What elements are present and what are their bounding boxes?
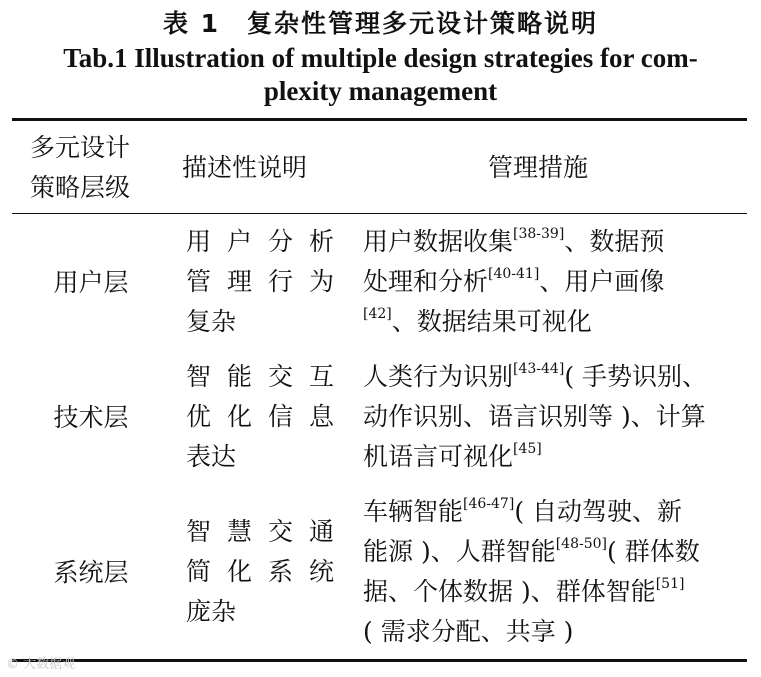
row-tech-level: 技术层	[53, 403, 129, 432]
citation: [43-44]	[513, 360, 565, 377]
header-level-line2: 策略层级	[30, 173, 131, 202]
citation: [42]	[363, 305, 392, 322]
measure-text: 能源 )、人群智能	[363, 537, 556, 566]
measure-text: 、数据结果可视化	[391, 307, 592, 336]
header-rule	[12, 213, 747, 214]
bottom-rule	[12, 659, 747, 662]
citation: [51]	[655, 575, 685, 592]
desc-line: 管理行为	[186, 267, 334, 296]
measure-text: 、用户画像	[539, 267, 665, 296]
row-system-measures	[363, 492, 735, 652]
desc-line: 庞杂	[186, 597, 237, 626]
desc-line: 智能交互	[186, 362, 334, 391]
citation: [46-47]	[463, 495, 515, 512]
row-user-description	[186, 222, 334, 342]
measure-text: 据、个体数据 )、群体智能	[363, 577, 656, 606]
measure-text: ( 需求分配、共享 )	[363, 617, 574, 646]
row-tech-description	[186, 357, 334, 477]
watermark: © 大数据观	[6, 657, 76, 672]
measure-text: ( 手势识别、	[564, 362, 708, 391]
table-title-chinese: 表 1 复杂性管理多元设计策略说明	[162, 9, 599, 38]
measure-text: 人类行为识别	[363, 362, 514, 391]
citation: [48-50]	[555, 535, 607, 552]
desc-line: 智慧交通	[186, 517, 334, 546]
header-measures: 管理措施	[488, 153, 589, 182]
table-title-english: Tab.1 Illustration of multiple design strategies for com- plexity management	[63, 43, 698, 106]
measure-text: 动作识别、语言识别等 )、计算	[363, 402, 706, 431]
desc-line: 优化信息	[186, 402, 334, 431]
citation: [38-39]	[513, 225, 565, 242]
top-rule	[12, 118, 747, 121]
desc-line: 简化系统	[186, 557, 334, 586]
row-system-level: 系统层	[53, 558, 129, 587]
row-system-description	[186, 512, 334, 632]
measure-text: 处理和分析	[363, 267, 489, 296]
citation: [45]	[513, 440, 542, 457]
header-description: 描述性说明	[182, 153, 308, 182]
row-tech-measures	[363, 357, 735, 477]
measure-text: 用户数据收集	[363, 227, 514, 256]
desc-line: 复杂	[186, 307, 237, 336]
measure-text: ( 群体数	[607, 537, 700, 566]
row-user-level: 用户层	[53, 268, 129, 297]
measure-text: 车辆智能	[363, 497, 464, 526]
header-strategy-level	[30, 128, 160, 208]
desc-line: 用户分析	[186, 227, 334, 256]
measure-text: 机语言可视化	[363, 442, 514, 471]
header-level-line1: 多元设计	[30, 133, 131, 162]
row-user-measures	[363, 222, 735, 342]
measure-text: 、数据预	[564, 227, 665, 256]
measure-text: ( 自动驾驶、新	[514, 497, 683, 526]
desc-line: 表达	[186, 442, 237, 471]
citation: [40-41]	[488, 265, 540, 282]
